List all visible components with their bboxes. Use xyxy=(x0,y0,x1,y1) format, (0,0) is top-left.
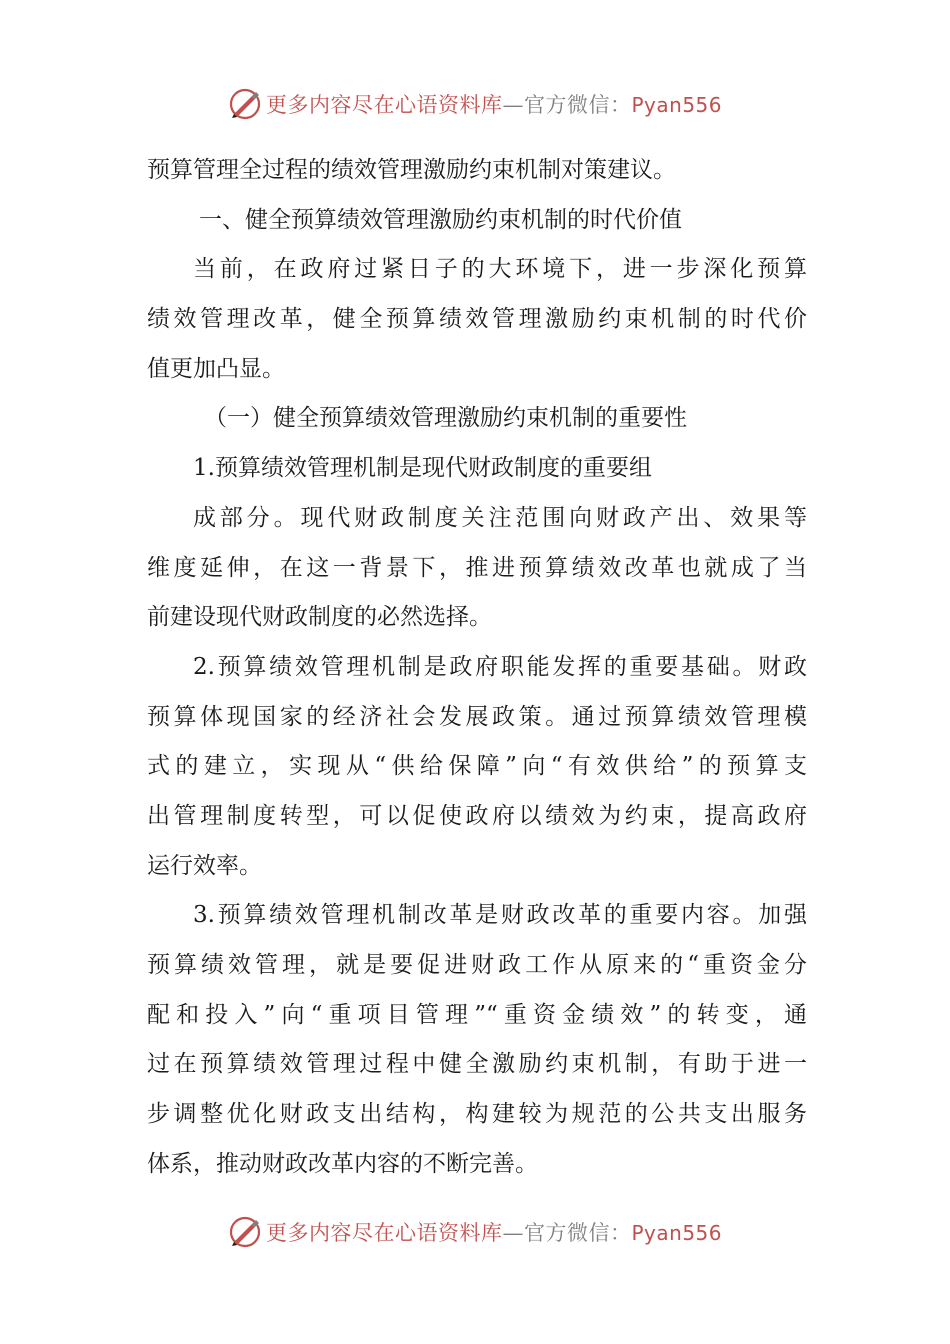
banner-wechat-account: Pyan556 xyxy=(631,1221,722,1245)
banner-main-text: 更多内容尽在心语资料库 xyxy=(265,93,503,117)
banner-separator: — xyxy=(502,1221,524,1245)
text-line: 绩效管理改革，健全预算绩效管理激励约束机制的时代价 xyxy=(147,306,807,333)
text-line: 预算管理全过程的绩效管理激励约束机制对策建议。 xyxy=(147,157,676,183)
text-line: 当前，在政府过紧日子的大环境下，进一步深化预算 xyxy=(193,256,807,283)
pen-logo-icon xyxy=(228,1215,262,1249)
text-line: 1.预算绩效管理机制是现代财政制度的重要组 xyxy=(193,455,652,482)
pen-logo-icon xyxy=(228,87,262,121)
section-heading: 一、健全预算绩效管理激励约束机制的时代价值 xyxy=(199,206,682,233)
document-body xyxy=(147,146,807,1189)
banner-wechat-label: 官方微信： xyxy=(523,1221,632,1245)
header-banner xyxy=(0,84,950,124)
text-line: 体系，推动财政改革内容的不断完善。 xyxy=(147,1150,538,1177)
banner-separator: — xyxy=(502,93,524,117)
text-line: 预算体现国家的经济社会发展政策。通过预算绩效管理模 xyxy=(147,703,807,730)
text-line: 出管理制度转型，可以促使政府以绩效为约束，提高政府 xyxy=(147,802,807,829)
banner-text xyxy=(266,89,722,119)
text-line: 维度延伸，在这一背景下，推进预算绩效改革也就成了当 xyxy=(147,554,807,581)
text-line: 式的建立，实现从“供给保障”向“有效供给”的预算支 xyxy=(147,753,807,780)
text-line: 步调整优化财政支出结构，构建较为规范的公共支出服务 xyxy=(147,1101,807,1128)
footer-banner xyxy=(0,1212,950,1252)
subsection-heading: （一）健全预算绩效管理激励约束机制的重要性 xyxy=(204,405,687,432)
banner-wechat-label: 官方微信： xyxy=(523,93,632,117)
text-line: 值更加凸显。 xyxy=(147,355,285,382)
text-line: 3.预算绩效管理机制改革是财政改革的重要内容。加强 xyxy=(193,902,807,929)
text-line: 成部分。现代财政制度关注范围向财政产出、效果等 xyxy=(193,504,807,531)
text-line: 预算绩效管理，就是要促进财政工作从原来的“重资金分 xyxy=(147,952,807,978)
banner-wechat-account: Pyan556 xyxy=(631,93,722,117)
text-line: 2.预算绩效管理机制是政府职能发挥的重要基础。财政 xyxy=(193,653,807,680)
banner-main-text: 更多内容尽在心语资料库 xyxy=(265,1221,503,1245)
banner-text xyxy=(266,1217,722,1247)
text-line: 前建设现代财政制度的必然选择。 xyxy=(147,604,492,631)
text-line: 运行效率。 xyxy=(147,852,262,879)
text-line: 配和投入”向“重项目管理”“重资金绩效”的转变，通 xyxy=(147,1001,807,1028)
text-line: 过在预算绩效管理过程中健全激励约束机制，有助于进一 xyxy=(147,1051,807,1078)
